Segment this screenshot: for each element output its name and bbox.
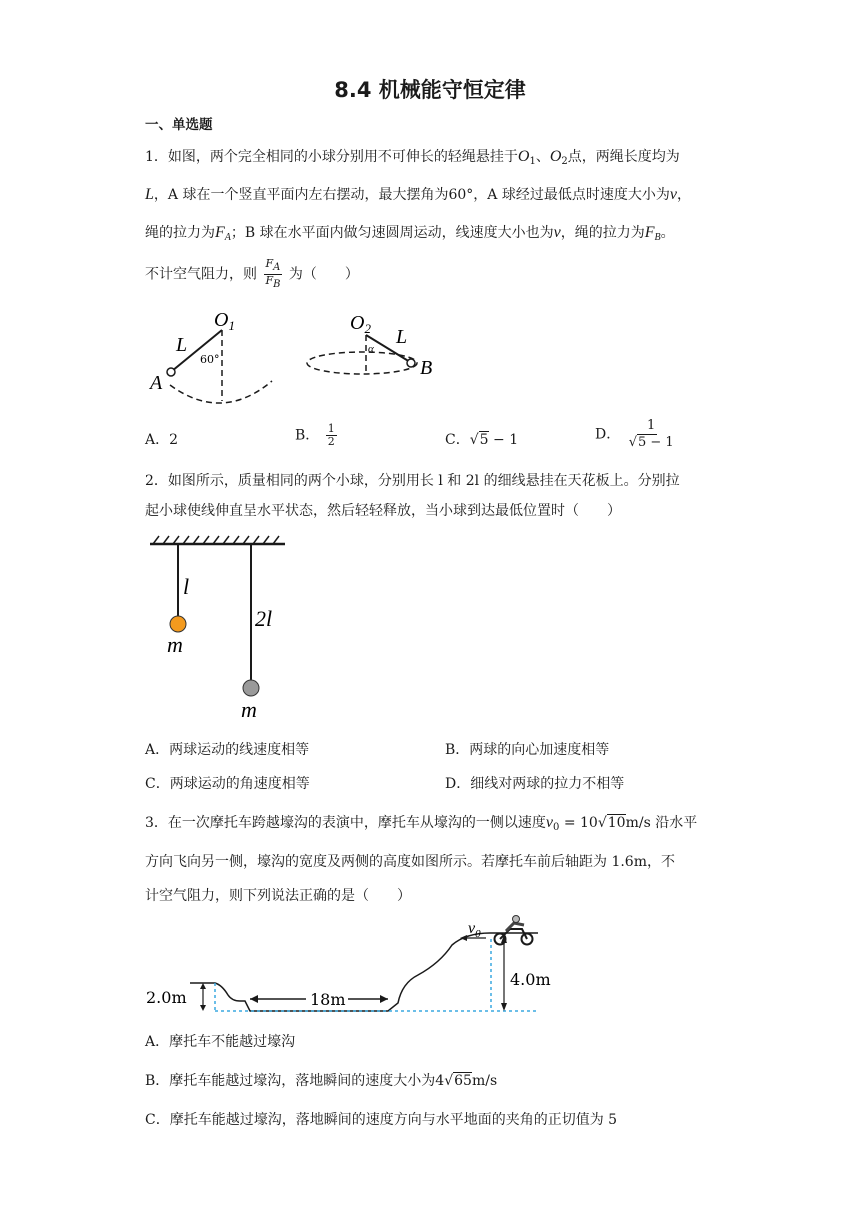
q2-option-d[interactable]: D．细线对两球的拉力不相等: [445, 776, 625, 792]
q1-line-4: 不计空气阻力，则 $\frac{FA}{FB}$ 为（ ）: [145, 257, 359, 290]
q1-fig-o1-label: $O_1$: [214, 309, 235, 333]
q2-option-b[interactable]: B．两球的向心加速度相等: [445, 742, 610, 758]
q1-line-1: 1．如图，两个完全相同的小球分别用不可伸长的轻绳悬挂于$O_1$、$O_2$点，两绳长度均为: [145, 148, 680, 167]
q1-fig-a-label: A: [150, 372, 163, 394]
q2-fig-2l-label: 2l: [255, 606, 273, 631]
q1-line-3: 绳的拉力为$F_A$；B 球在水平面内做匀速圆周运动，线速度大小也为v，绳的拉力为$F_B$。: [145, 224, 675, 243]
q2-line-1: 2．如图所示，质量相同的两个小球，分别用长 l 和 2l 的细线悬挂在天花板上。分别拉: [145, 473, 680, 489]
q2-fig-m1-label: m: [167, 632, 183, 657]
q2-line-2: 起小球使线伸直呈水平状态，然后轻轻释放，当小球到达最低位置时（ ）: [145, 503, 621, 519]
q3-fig-h2-label: 4.0m: [510, 970, 551, 989]
q1-option-d[interactable]: D． $\frac{1}{√5 - 1}$: [595, 418, 674, 450]
q3-option-c[interactable]: C．摩托车能越过壕沟，落地瞬间的速度方向与水平地面的夹角的正切值为 5: [145, 1112, 618, 1128]
q3-line-1: 3．在一次摩托车跨越壕沟的表演中，摩托车从壕沟的一侧以速度$v_0 = 10√10m/s$ 沿水平: [145, 814, 698, 833]
q2-option-c[interactable]: C．两球运动的角速度相等: [145, 776, 310, 792]
q1-fig-angle-label: 60°: [200, 353, 220, 366]
q2-ball-long: [243, 680, 259, 696]
q1-ratio-fraction: $\frac{FA}{FB}$: [265, 257, 281, 290]
q1-pendulum-figure: [140, 305, 450, 410]
q1-fig-o2-label: $O_2$: [350, 312, 371, 336]
q3-option-a[interactable]: A．摩托车不能越过壕沟: [145, 1034, 296, 1050]
q2-option-a[interactable]: A．两球运动的线速度相等: [145, 742, 310, 758]
q3-fig-h1-label: 2.0m: [146, 988, 187, 1007]
q3-option-b[interactable]: B．摩托车能越过壕沟，落地瞬间的速度大小为4√65m/s: [145, 1073, 498, 1089]
q2-pendulum-figure: [145, 534, 290, 724]
section-heading: 一、单选题: [145, 117, 213, 133]
page-title: 8.4 机械能守恒定律: [334, 78, 526, 102]
q1-fig-l2-label: L: [396, 326, 408, 348]
motorcycle-icon: [495, 916, 533, 945]
q2-fig-m2-label: m: [241, 697, 257, 722]
q3-fig-v0-label: $v_0$: [468, 920, 481, 940]
q1-fig-alpha-label: α: [368, 343, 374, 355]
q3-ditch-figure: [140, 915, 560, 1020]
q1-option-b[interactable]: B． $\frac{1}{2}$: [295, 422, 335, 448]
q3-line-2: 方向飞向另一侧，壕沟的宽度及两侧的高度如图所示。若摩托车前后轴距为 1.6m，不: [145, 854, 675, 870]
q2-fig-l-label: l: [183, 574, 190, 599]
q1-option-a[interactable]: A．2: [145, 432, 179, 448]
q1-fig-l-label: L: [176, 334, 188, 356]
q3-fig-width-label: 18m: [310, 990, 346, 1009]
q1-option-c[interactable]: C．√5 − 1: [445, 432, 519, 448]
q1-fig-b-label: B: [420, 357, 433, 379]
q3-line-3: 计空气阻力，则下列说法正确的是（ ）: [145, 888, 411, 904]
q1-line-2: L，A 球在一个竖直平面内左右摆动，最大摆角为60°，A 球经过最低点时速度大小为v，: [145, 186, 691, 203]
q2-ball-short: [170, 616, 186, 632]
